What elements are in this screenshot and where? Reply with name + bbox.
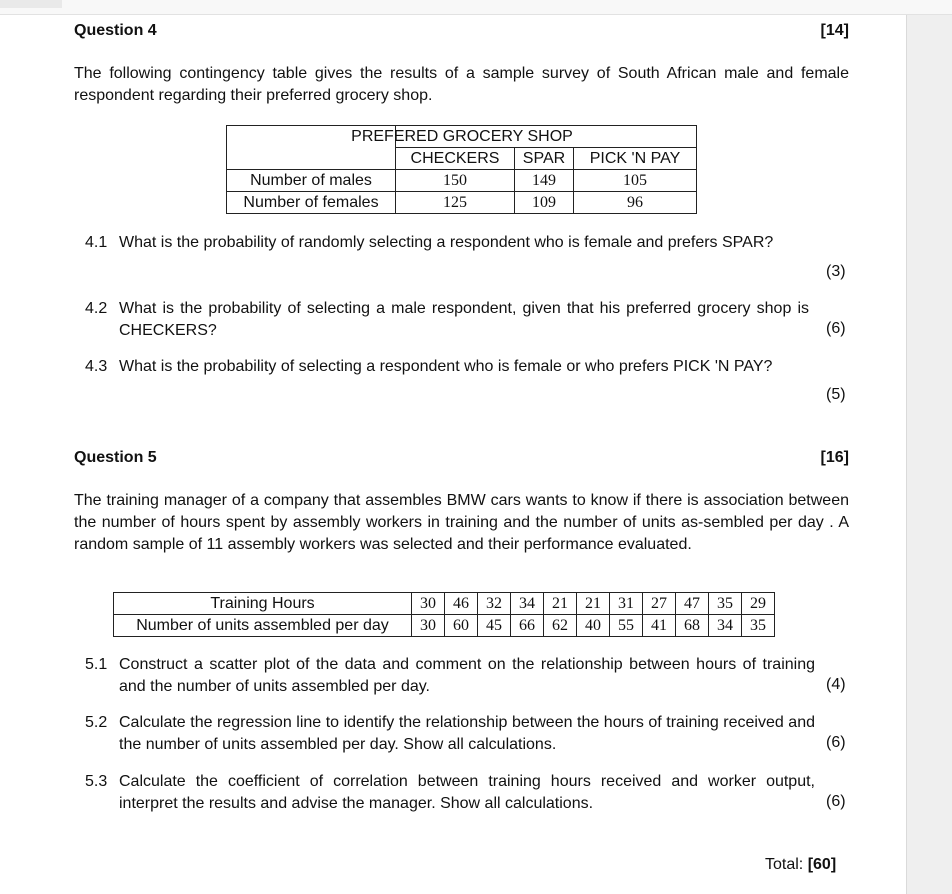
q5-hours-cell: 31 bbox=[610, 593, 643, 615]
table-row bbox=[227, 192, 697, 214]
q5-item-2 bbox=[85, 712, 849, 756]
q4-cell: 125 bbox=[396, 192, 515, 214]
item-text: Calculate the regression line to identify the relationship between the hours of training received and the number of units assembled per day. Show all calculations. bbox=[119, 714, 815, 753]
q5-units-cell: 34 bbox=[709, 615, 742, 637]
total-value: [60] bbox=[807, 856, 837, 873]
total-label: Total: bbox=[765, 856, 804, 873]
q4-item-2-marks: (6) bbox=[826, 320, 846, 337]
item-text: Calculate the coefficient of correlation between training hours received and worker output, interpret the results and advise the manager. Show all calculations. bbox=[119, 773, 815, 812]
q4-title: Question 4 bbox=[74, 22, 157, 39]
right-gutter bbox=[907, 15, 952, 894]
q5-item-1 bbox=[85, 654, 849, 698]
q4-col-picknpay: PICK 'N PAY bbox=[574, 148, 697, 170]
q5-item-3 bbox=[85, 771, 849, 815]
q5-hours-cell: 34 bbox=[511, 593, 544, 615]
q4-row-label: Number of males bbox=[227, 170, 396, 192]
q5-units-cell: 68 bbox=[676, 615, 709, 637]
q5-hours-cell: 46 bbox=[445, 593, 478, 615]
q4-cell: 149 bbox=[515, 170, 574, 192]
total-marks bbox=[765, 856, 836, 874]
item-text: What is the probability of randomly selecting a respondent who is female and prefers SPAR? bbox=[119, 234, 774, 251]
item-text: Construct a scatter plot of the data and comment on the relationship between hours of training and the number of units assembled per day. bbox=[119, 656, 815, 695]
q5-hours-cell: 32 bbox=[478, 593, 511, 615]
q5-hours-cell: 47 bbox=[676, 593, 709, 615]
q5-units-cell: 35 bbox=[742, 615, 775, 637]
item-text: What is the probability of selecting a male respondent, given that his preferred grocery shop is CHECKERS? bbox=[119, 300, 809, 339]
item-text: What is the probability of selecting a respondent who is female or who prefers PICK 'N PAY? bbox=[119, 358, 773, 375]
q4-heading bbox=[74, 22, 849, 40]
q5-title: Question 5 bbox=[74, 449, 157, 466]
q4-cell: 96 bbox=[574, 192, 697, 214]
top-strip bbox=[0, 0, 952, 15]
item-number: 4.3 bbox=[85, 358, 108, 375]
q5-units-cell: 60 bbox=[445, 615, 478, 637]
q4-col-spar: SPAR bbox=[515, 148, 574, 170]
item-number: 5.1 bbox=[85, 656, 108, 673]
q5-intro: The training manager of a company that assembles BMW cars wants to know if there is association between the number of hours spent by assembly workers in training and the number of units as-sembled per day . A random sample of 11 assembly workers was selected and their performance evaluated. bbox=[74, 492, 849, 553]
q4-table-corner-2 bbox=[227, 148, 396, 170]
q5-hours-cell: 21 bbox=[544, 593, 577, 615]
table-row bbox=[114, 593, 775, 615]
q4-item-3-marks: (5) bbox=[826, 386, 846, 403]
q5-units-cell: 30 bbox=[412, 615, 445, 637]
q5-item-2-marks: (6) bbox=[826, 734, 846, 751]
q5-item-3-marks: (6) bbox=[826, 793, 846, 810]
q5-units-cell: 41 bbox=[643, 615, 676, 637]
top-tab bbox=[0, 0, 62, 8]
q4-table-header: PREFERED GROCERY SHOP bbox=[396, 126, 697, 148]
q4-item-1-marks: (3) bbox=[826, 263, 846, 280]
q4-marks: [14] bbox=[820, 22, 849, 39]
q5-hours-cell: 30 bbox=[412, 593, 445, 615]
q4-intro: The following contingency table gives the results of a sample survey of South African male and female respondent regarding their preferred grocery shop. bbox=[74, 65, 849, 104]
q5-heading bbox=[74, 449, 849, 467]
q4-cell: 150 bbox=[396, 170, 515, 192]
q5-hours-cell: 35 bbox=[709, 593, 742, 615]
item-number: 5.2 bbox=[85, 714, 108, 731]
q5-item-1-marks: (4) bbox=[826, 676, 846, 693]
q4-contingency-table bbox=[226, 125, 697, 214]
q5-marks: [16] bbox=[820, 449, 849, 466]
q5-units-cell: 40 bbox=[577, 615, 610, 637]
q5-hours-cell: 21 bbox=[577, 593, 610, 615]
q5-row2-label: Number of units assembled per day bbox=[114, 615, 412, 637]
table-row bbox=[114, 615, 775, 637]
item-number: 4.1 bbox=[85, 234, 108, 251]
q5-units-cell: 66 bbox=[511, 615, 544, 637]
item-number: 4.2 bbox=[85, 300, 108, 317]
q4-item-1 bbox=[85, 232, 849, 254]
q4-item-2 bbox=[85, 298, 849, 342]
q4-item-3 bbox=[85, 356, 849, 378]
q5-units-cell: 55 bbox=[610, 615, 643, 637]
q5-row1-label: Training Hours bbox=[114, 593, 412, 615]
q5-units-cell: 62 bbox=[544, 615, 577, 637]
q5-units-cell: 45 bbox=[478, 615, 511, 637]
item-number: 5.3 bbox=[85, 773, 108, 790]
table-row bbox=[227, 170, 697, 192]
q5-hours-cell: 27 bbox=[643, 593, 676, 615]
q4-cell: 105 bbox=[574, 170, 697, 192]
q4-row-label: Number of females bbox=[227, 192, 396, 214]
q5-hours-cell: 29 bbox=[742, 593, 775, 615]
q4-cell: 109 bbox=[515, 192, 574, 214]
q4-col-checkers: CHECKERS bbox=[396, 148, 515, 170]
q5-data-table bbox=[113, 592, 775, 637]
